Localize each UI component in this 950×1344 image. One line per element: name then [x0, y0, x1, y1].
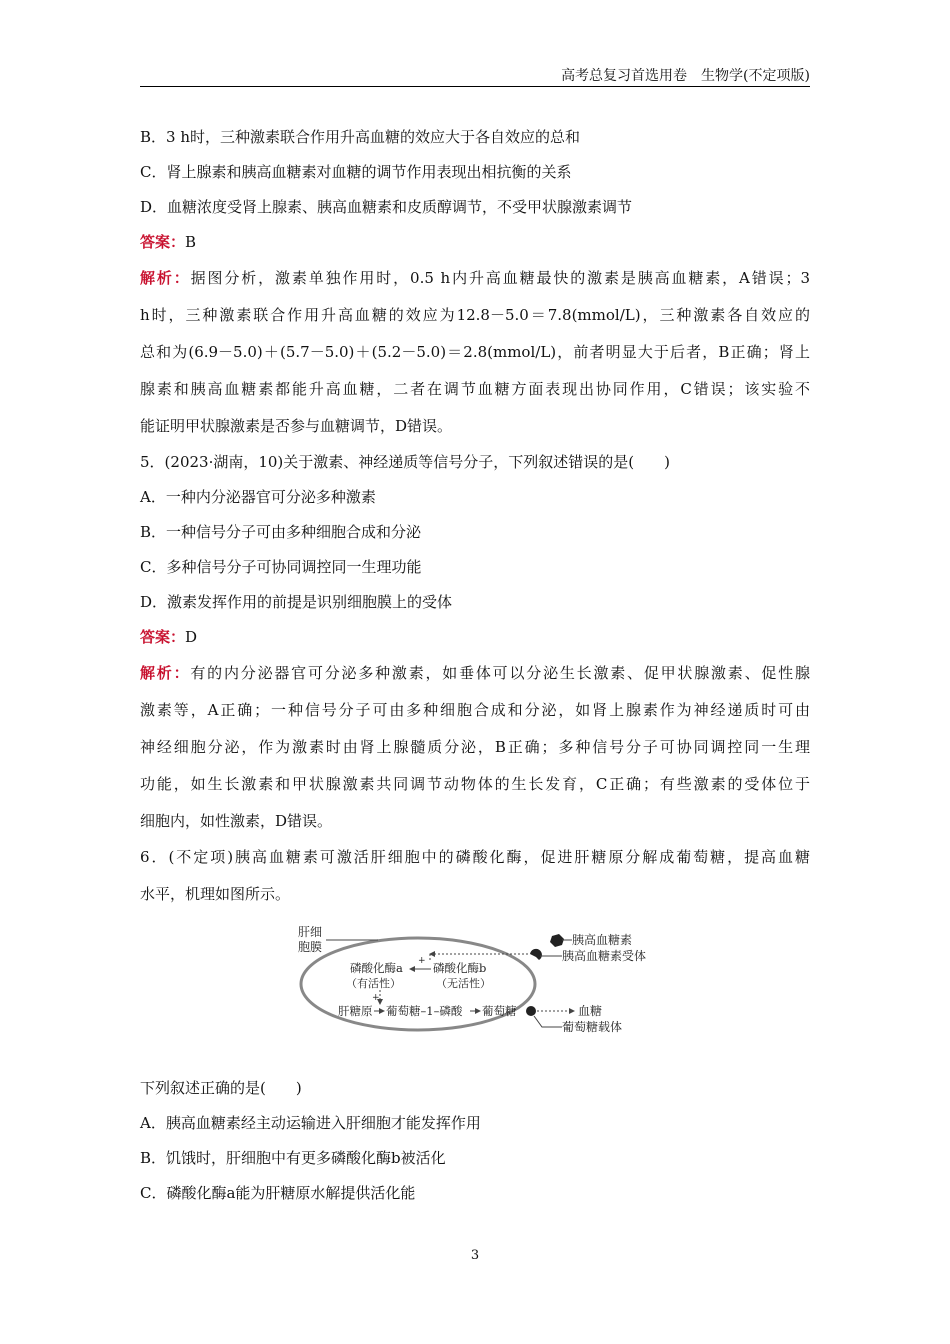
- page-number: 3: [470, 1248, 480, 1263]
- enzyme-b-label: 磷酸化酶b: [433, 961, 487, 975]
- q4-answer: [140, 232, 196, 252]
- q5-analysis-line-4: 功能，如生长激素和甲状腺激素共同调节动物体的生长发育，C正确；有些激素的受体位于: [140, 775, 810, 793]
- glucagon-label: 胰高血糖素: [572, 933, 633, 947]
- q5-option-d: D．激素发挥作用的前提是识别细胞膜上的受体: [140, 593, 453, 611]
- g1p-label: 葡萄糖–1–磷酸: [386, 1004, 463, 1018]
- membrane-label-1: 肝细: [298, 925, 323, 939]
- answer-value: B: [185, 233, 197, 251]
- q5-answer: [140, 627, 197, 647]
- q5-stem: 5．(2023·湖南，10)关于激素、神经递质等信号分子，下列叙述错误的是( ): [140, 453, 670, 471]
- q6-stem-line-1: 6．(不定项)胰高血糖素可激活肝细胞中的磷酸化酶，促进肝糖原分解成葡萄糖，提高血糖: [140, 848, 810, 866]
- carrier-label: 葡萄糖载体: [562, 1020, 623, 1034]
- enzyme-b-state: （无活性）: [436, 977, 491, 990]
- q4-analysis-line-3: 总和为(6.9－5.0)＋(5.7－5.0)＋(5.2－5.0)＝2.8(mmol/L)，前者明显大于后者，B正确；肾上: [140, 343, 810, 361]
- analysis-text: 据图分析，激素单独作用时，0.5 h内升高血糖最快的激素是胰高血糖素，A错误；3: [190, 269, 810, 287]
- q6-question: 下列叙述正确的是( ): [140, 1079, 302, 1097]
- blood-glucose-label: 血糖: [578, 1004, 603, 1018]
- receptor-label: 胰高血糖素受体: [562, 949, 647, 963]
- q5-option-a: A．一种内分泌器官可分泌多种激素: [140, 488, 376, 506]
- plus-sign-1: +: [418, 956, 426, 966]
- enzyme-a-state: （有活性）: [346, 977, 401, 990]
- plus-sign-2: +: [372, 993, 380, 1003]
- answer-label: 答案：: [140, 233, 186, 251]
- q5-option-b: B．一种信号分子可由多种细胞合成和分泌: [140, 523, 422, 541]
- membrane-label-2: 胞膜: [298, 940, 323, 954]
- q6-option-c: C．磷酸化酶a能为肝糖原水解提供活化能: [140, 1184, 416, 1202]
- q5-analysis-line-2: 激素等，A正确；一种信号分子可由多种细胞合成和分泌，如肾上腺素作为神经递质时可由: [140, 701, 810, 719]
- carrier-icon: [526, 1006, 536, 1016]
- q6-stem-line-2: 水平，机理如图所示。: [140, 885, 291, 903]
- q5-analysis-line-3: 神经细胞分泌，作为激素时由肾上腺髓质分泌，B正确；多种信号分子可协同调控同一生理: [140, 738, 810, 756]
- q4-analysis-line-4: 腺素和胰高血糖素都能升高血糖，二者在调节血糖方面表现出协同作用，C错误；该实验不: [140, 380, 810, 398]
- q5-analysis-line-1: [140, 663, 810, 683]
- q4-option-d: D．血糖浓度受肾上腺素、胰高血糖素和皮质醇调节，不受甲状腺激素调节: [140, 198, 633, 216]
- glucose-label: 葡萄糖: [482, 1004, 517, 1018]
- answer-label: 答案：: [140, 628, 186, 646]
- answer-value: D: [185, 628, 198, 646]
- q5-option-c: C．多种信号分子可协同调控同一生理功能: [140, 558, 422, 576]
- q4-analysis-line-2: h时，三种激素联合作用升高血糖的效应为12.8－5.0＝7.8(mmol/L)，三种激素各自效应的: [140, 306, 810, 324]
- q4-option-b: B．3 h时，三种激素联合作用升高血糖的效应大于各自效应的总和: [140, 128, 580, 146]
- carrier-leader-line: [534, 1016, 562, 1027]
- receptor-icon: [530, 949, 542, 960]
- q6-option-b: B．饥饿时，肝细胞中有更多磷酸化酶b被活化: [140, 1149, 446, 1167]
- analysis-label: 解析：: [140, 664, 191, 682]
- analysis-text: 有的内分泌器官可分泌多种激素，如垂体可以分泌生长激素、促甲状腺激素、促性腺: [190, 664, 810, 682]
- q6-option-a: A．胰高血糖素经主动运输进入肝细胞才能发挥作用: [140, 1114, 481, 1132]
- q4-analysis-line-5: 能证明甲状腺激素是否参与血糖调节，D错误。: [140, 417, 453, 435]
- q4-analysis-line-1: [140, 268, 810, 288]
- analysis-label: 解析：: [140, 269, 191, 287]
- glucagon-hexagon-icon: [550, 934, 564, 947]
- q5-analysis-line-5: 细胞内，如性激素，D错误。: [140, 812, 333, 830]
- enzyme-a-label: 磷酸化酶a: [350, 961, 403, 975]
- page-header: 高考总复习首选用卷 生物学(不定项版): [140, 66, 810, 87]
- q4-option-c: C．肾上腺素和胰高血糖素对血糖的调节作用表现出相抗衡的关系: [140, 163, 572, 181]
- glycogen-label: 肝糖原: [338, 1004, 373, 1018]
- mechanism-diagram: [290, 924, 670, 1039]
